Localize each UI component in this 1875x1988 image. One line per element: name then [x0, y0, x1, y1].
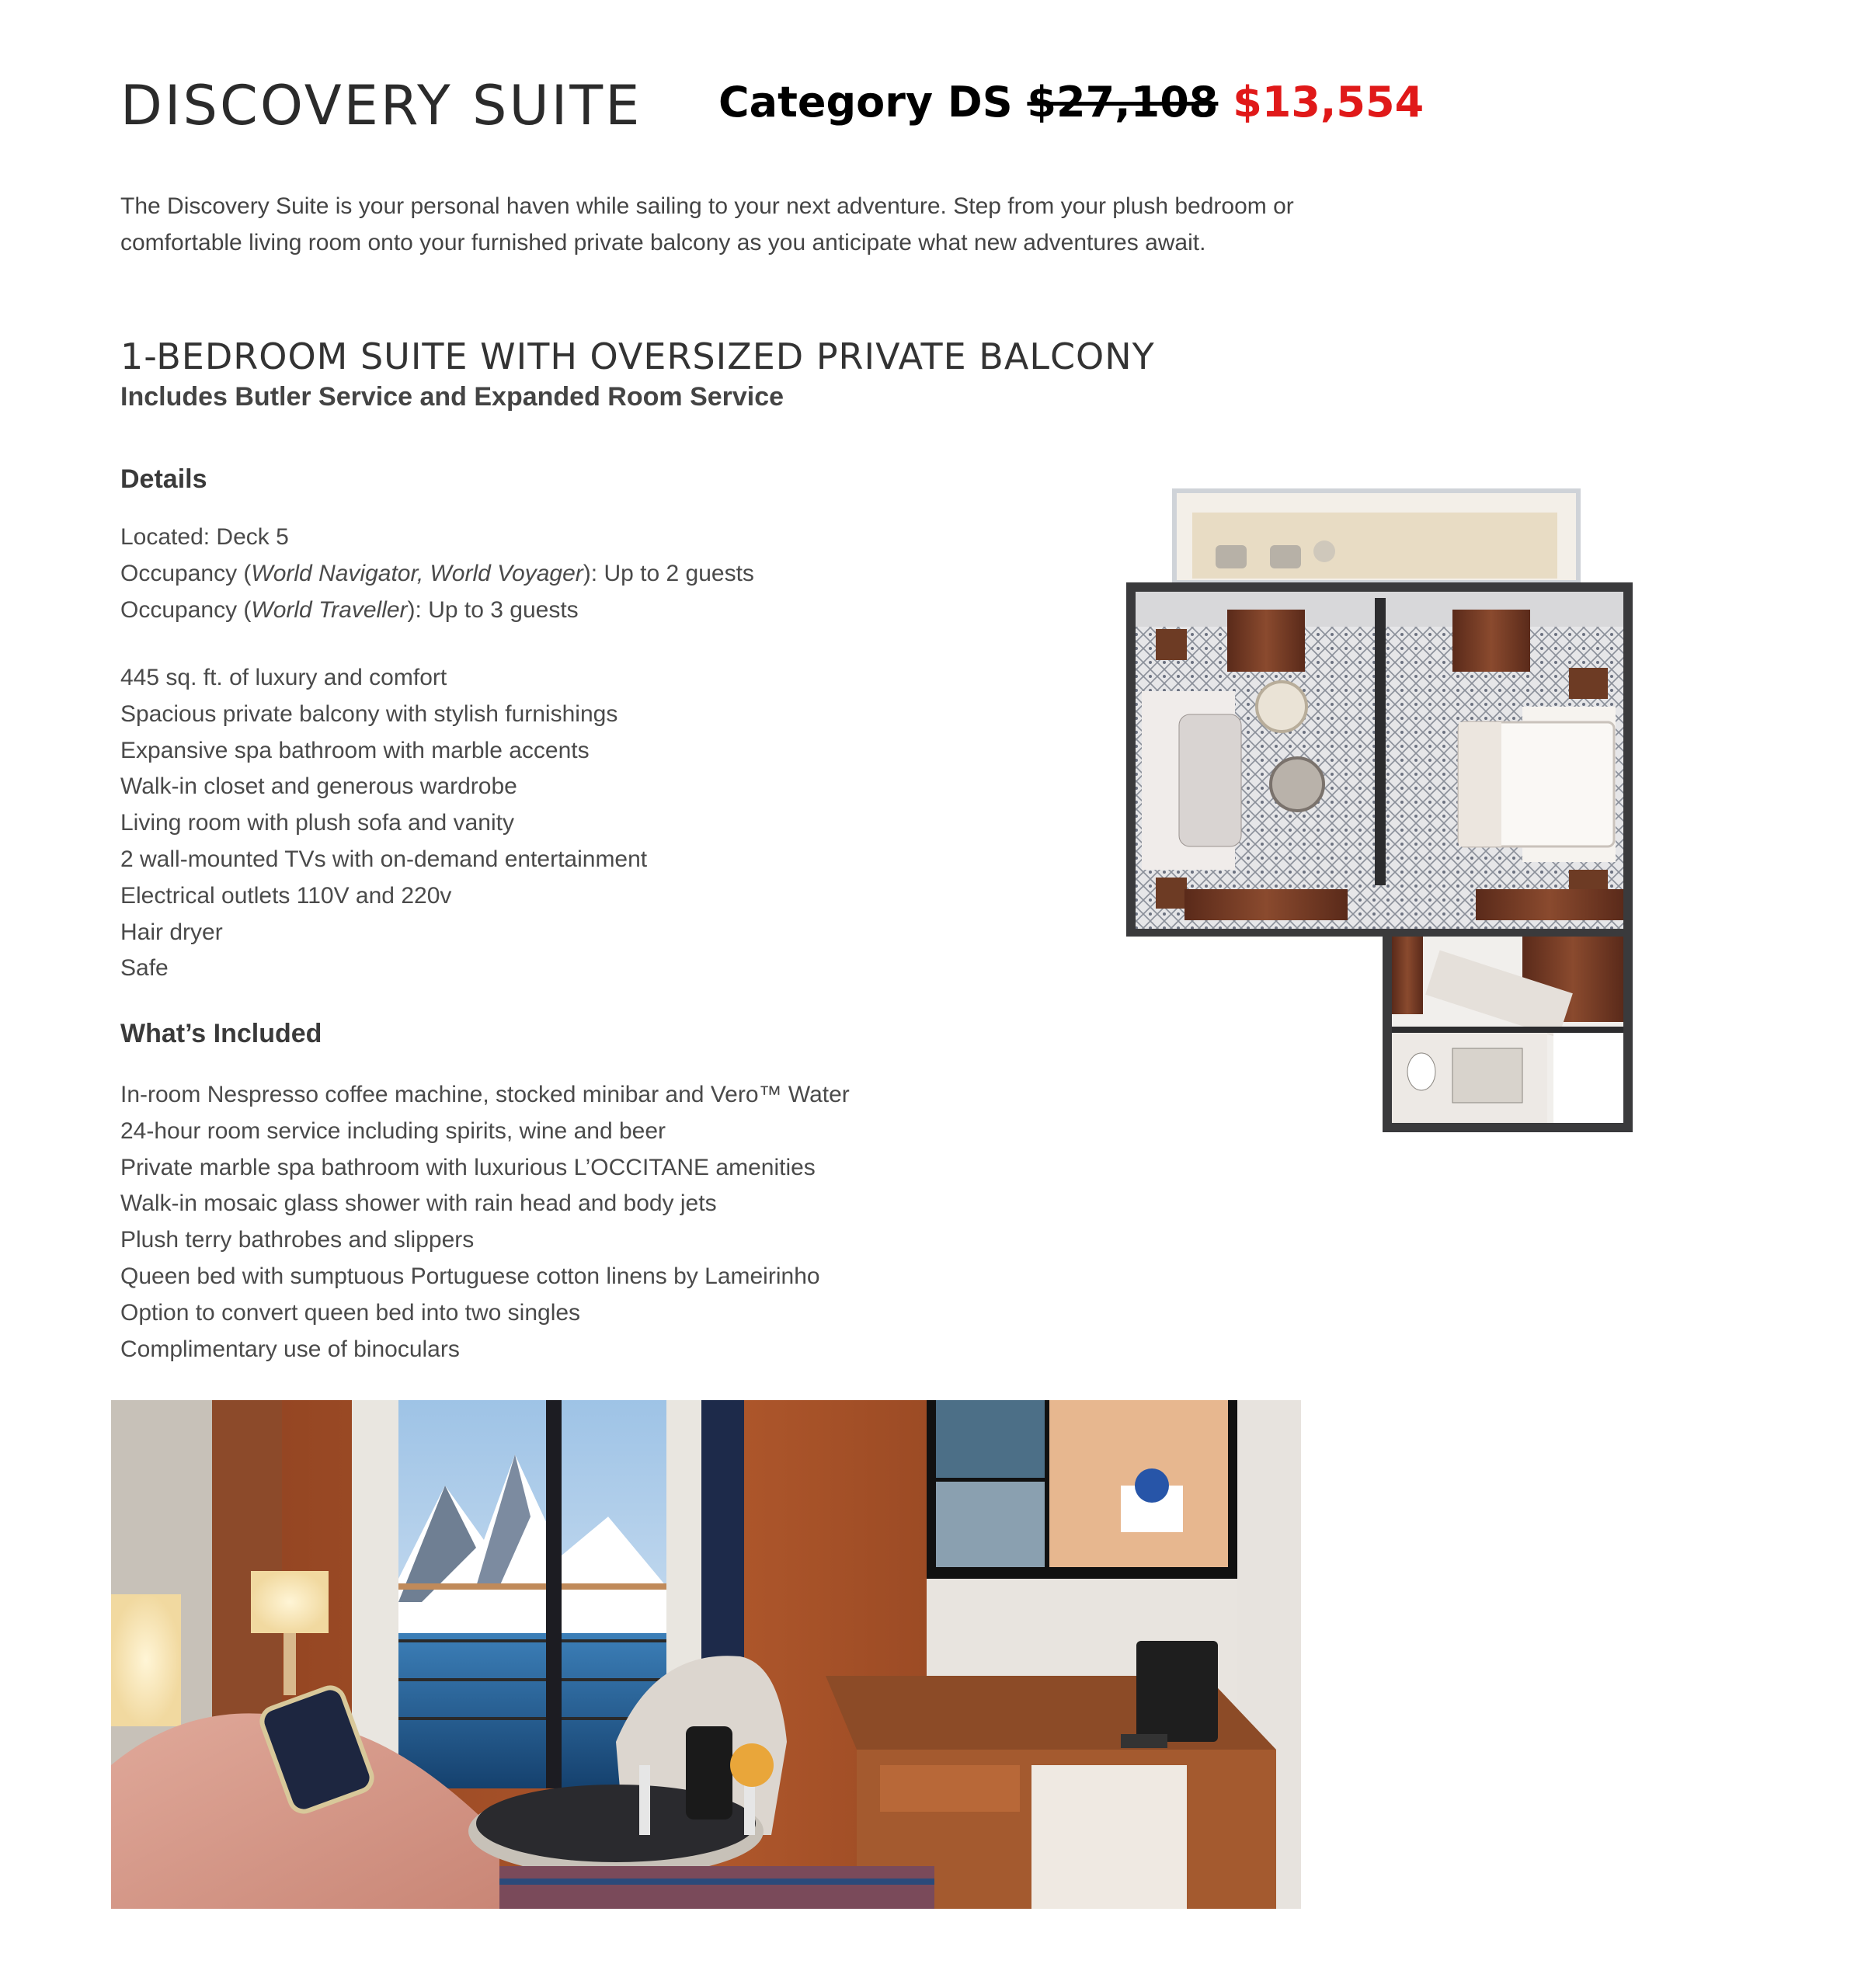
list-item: Living room with plush sofa and vanity [120, 810, 514, 836]
original-price: $27,108 [1027, 78, 1219, 127]
suite-interior-photo [111, 1400, 1301, 1909]
list-item: Private marble spa bathroom with luxurious L’OCCITANE amenities [120, 1154, 816, 1180]
category-label: Category DS [718, 78, 1013, 127]
occupancy-text: Occupancy (World Traveller): Up to 3 guests [120, 596, 579, 623]
list-item: 24-hour room service including spirits, wine and beer [120, 1117, 666, 1144]
list-item: Walk-in closet and generous wardrobe [120, 773, 517, 800]
intro-paragraph [120, 188, 1332, 261]
list-item: Walk-in mosaic glass shower with rain head and body jets [120, 1190, 717, 1217]
list-item: Hair dryer [120, 919, 223, 945]
list-item: Expansive spa bathroom with marble accents [120, 737, 590, 763]
details-occupancy-list [120, 520, 754, 628]
suite-floor-plan-image [1087, 474, 1678, 1157]
included-heading: What’s Included [120, 1019, 322, 1048]
category-price [718, 78, 1424, 127]
features-list [120, 660, 647, 987]
list-item: Complimentary use of binoculars [120, 1336, 460, 1362]
list-item: Spacious private balcony with stylish furnishings [120, 700, 618, 727]
location-text: Located: Deck 5 [120, 524, 289, 550]
list-item: Electrical outlets 110V and 220v [120, 882, 452, 909]
list-item: Queen bed with sumptuous Portuguese cotton linens by Lameirinho [120, 1263, 820, 1289]
intro-line: comfortable living room onto your furnished private balcony as you anticipate what new adventures await. [120, 230, 1206, 255]
list-item: Option to convert queen bed into two singles [120, 1299, 581, 1326]
sale-price: $13,554 [1233, 78, 1425, 127]
suite-heading: 1-BEDROOM SUITE WITH OVERSIZED PRIVATE BALCONY [120, 335, 1155, 377]
intro-line: The Discovery Suite is your personal haven while sailing to your next adventure. Step from your plush bedroom or [120, 193, 1294, 219]
page-title: DISCOVERY SUITE [120, 74, 642, 137]
details-heading: Details [120, 464, 207, 494]
list-item: In-room Nespresso coffee machine, stocked minibar and Vero™ Water [120, 1082, 850, 1107]
occupancy-text: Occupancy (World Navigator, World Voyager): Up to 2 guests [120, 560, 754, 586]
list-item: 445 sq. ft. of luxury and comfort [120, 665, 447, 690]
included-list [120, 1077, 850, 1368]
list-item: Safe [120, 955, 169, 982]
list-item: 2 wall-mounted TVs with on-demand entertainment [120, 846, 648, 872]
suite-subheading: Includes Butler Service and Expanded Room Service [120, 382, 784, 412]
list-item: Plush terry bathrobes and slippers [120, 1227, 475, 1253]
